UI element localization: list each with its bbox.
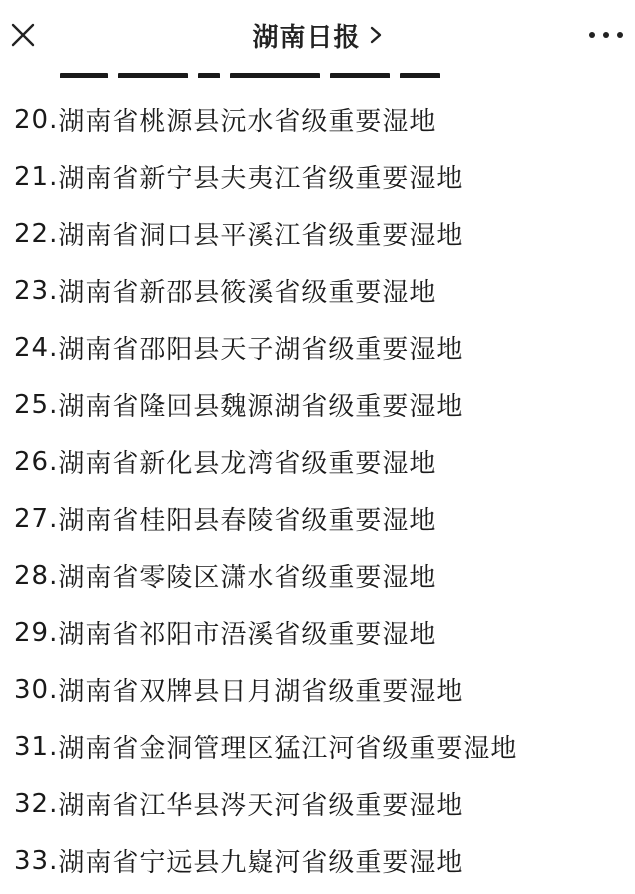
item-text: 湖南省洞口县平溪江省级重要湿地 <box>58 221 464 251</box>
list-item <box>0 490 635 547</box>
item-text: 湖南省桃源县沅水省级重要湿地 <box>58 107 437 137</box>
item-text: 湖南省宁远县九嶷河省级重要湿地 <box>58 848 464 878</box>
top-navigation-bar <box>0 0 635 70</box>
list-item <box>0 832 635 889</box>
item-number: 31. <box>14 731 59 762</box>
item-number: 30. <box>14 674 59 705</box>
item-number: 23. <box>14 275 59 306</box>
page-title: 湖南日报 <box>252 22 361 53</box>
list-item <box>0 718 635 775</box>
more-dot <box>617 32 623 38</box>
item-text: 湖南省祁阳市浯溪省级重要湿地 <box>58 620 437 650</box>
item-text: 湖南省新邵县筱溪省级重要湿地 <box>58 278 437 308</box>
item-number: 32. <box>14 788 59 819</box>
list-item <box>0 262 635 319</box>
item-number: 29. <box>14 617 59 648</box>
item-number: 25. <box>14 389 59 420</box>
item-number: 33. <box>14 845 59 876</box>
list-item <box>0 148 635 205</box>
item-text: 湖南省邵阳县天子湖省级重要湿地 <box>58 335 464 365</box>
item-number: 21. <box>14 161 59 192</box>
item-text: 湖南省隆回县魏源湖省级重要湿地 <box>58 392 464 422</box>
list-item <box>0 775 635 832</box>
more-dot <box>603 32 609 38</box>
list-item <box>0 91 635 148</box>
list-item <box>0 661 635 718</box>
list-item <box>0 547 635 604</box>
item-number: 27. <box>14 503 59 534</box>
item-text: 湖南省新化县龙湾省级重要湿地 <box>58 449 437 479</box>
more-horizontal-icon <box>589 32 595 38</box>
item-number: 26. <box>14 446 59 477</box>
item-text: 湖南省江华县涔天河省级重要湿地 <box>58 791 464 821</box>
item-text: 湖南省零陵区潇水省级重要湿地 <box>58 563 437 593</box>
item-number: 20. <box>14 104 59 135</box>
list-item <box>0 319 635 376</box>
wetland-list <box>0 91 635 889</box>
list-item <box>0 376 635 433</box>
list-item <box>0 433 635 490</box>
item-number: 28. <box>14 560 59 591</box>
chevron-right-icon <box>369 24 383 46</box>
item-number: 24. <box>14 332 59 363</box>
more-options-button[interactable] <box>589 24 623 46</box>
list-item <box>0 604 635 661</box>
list-item <box>0 205 635 262</box>
account-title-link[interactable] <box>0 14 635 56</box>
item-number: 22. <box>14 218 59 249</box>
item-text: 湖南省桂阳县春陵省级重要湿地 <box>58 506 437 536</box>
item-text: 湖南省双牌县日月湖省级重要湿地 <box>58 677 464 707</box>
item-text: 湖南省金洞管理区猛江河省级重要湿地 <box>58 734 518 764</box>
item-text: 湖南省新宁县夫夷江省级重要湿地 <box>58 164 464 194</box>
